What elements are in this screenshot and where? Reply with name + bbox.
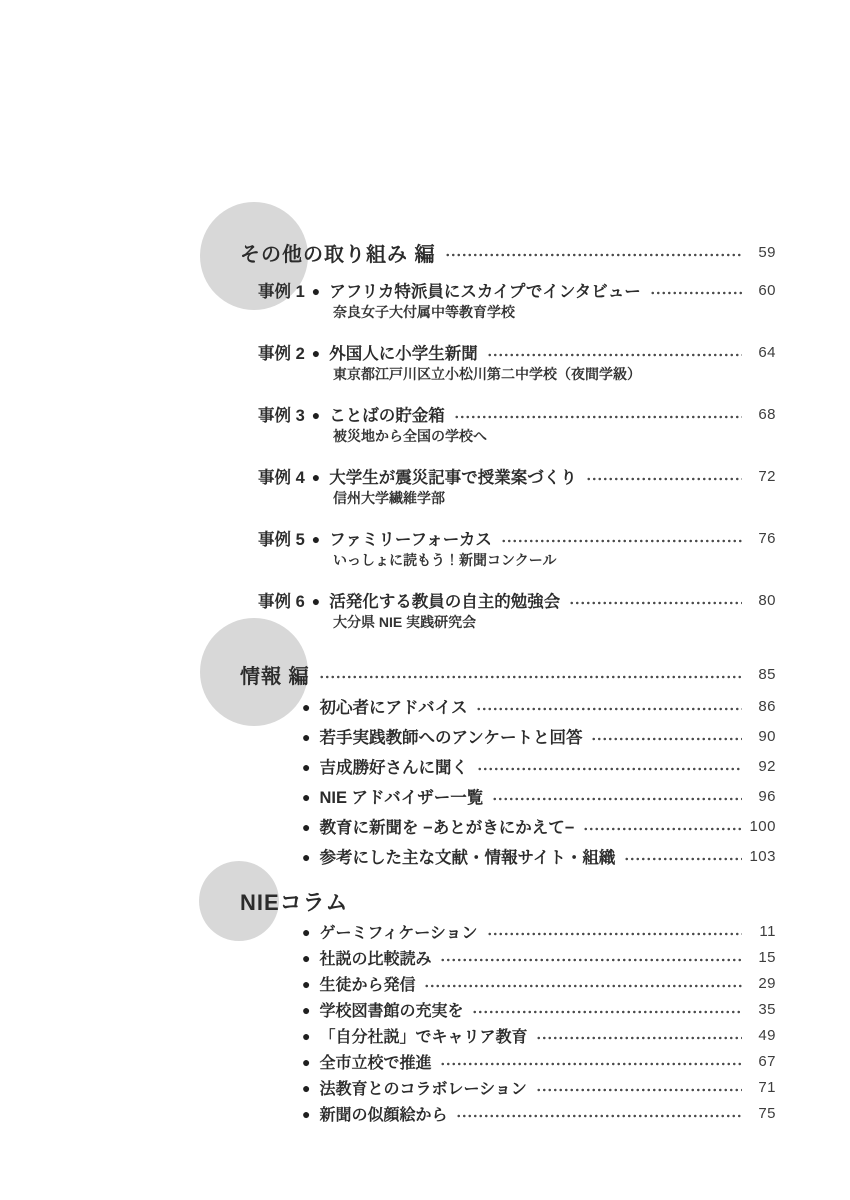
section-title: 情報 編 [240, 665, 310, 688]
case-title: 外国人に小学生新聞 [329, 345, 478, 363]
page-number: 72 [758, 467, 776, 485]
bullet-icon: ● [302, 759, 311, 775]
item-title: 新聞の似顔絵から [319, 1106, 448, 1124]
case-title: アフリカ特派員にスカイプでインタビュー [329, 283, 641, 301]
bullet-icon: ● [311, 345, 321, 361]
toc-row [295, 972, 776, 994]
page-number: 35 [758, 1000, 776, 1018]
dot-leader [586, 477, 742, 481]
toc-case-1 [258, 278, 776, 322]
table-of-contents [240, 238, 776, 1124]
page-number: 96 [758, 787, 776, 805]
case-label: 事例 4 [258, 469, 305, 487]
dot-leader [472, 1010, 742, 1014]
toc-row [295, 814, 776, 838]
page-number: 92 [758, 757, 776, 775]
toc-row [295, 1076, 776, 1098]
toc-row [258, 278, 776, 302]
dot-leader [487, 353, 742, 357]
item-title: 学校図書館の充実を [319, 1002, 464, 1020]
case-title: ファミリーフォーカス [329, 531, 492, 549]
toc-case-5 [258, 526, 776, 570]
page-number: 15 [758, 948, 776, 966]
page-number: 100 [749, 817, 776, 835]
page-number: 29 [758, 974, 776, 992]
item-title: 全市立校で推進 [319, 1054, 432, 1072]
dot-leader [477, 767, 742, 771]
dot-leader [650, 291, 742, 295]
page-number: 11 [759, 922, 776, 940]
case-title: ことばの貯金箱 [329, 407, 445, 425]
dot-leader [445, 253, 742, 257]
dot-leader [583, 827, 742, 831]
toc-row [258, 464, 776, 488]
page-number: 76 [758, 529, 776, 547]
bullet-icon: ● [302, 976, 311, 992]
page-number: 64 [758, 343, 776, 361]
section-header-column [240, 886, 776, 916]
section-header-info [240, 660, 776, 688]
item-title: ゲーミフィケーション [319, 924, 478, 942]
page-number: 49 [758, 1026, 776, 1044]
dot-leader [624, 857, 742, 861]
toc-row [295, 1050, 776, 1072]
toc-row [258, 526, 776, 550]
toc-row [295, 784, 776, 808]
page-number: 75 [758, 1104, 776, 1122]
case-subtitle: 東京都江戸川区立小松川第二中学校（夜間学級） [333, 366, 641, 382]
case-subtitle: 信州大学繊維学部 [333, 490, 445, 506]
dot-leader [487, 932, 742, 936]
section-header-other [240, 238, 776, 266]
page-number: 86 [758, 697, 776, 715]
toc-row [295, 694, 776, 718]
bullet-icon: ● [302, 1028, 311, 1044]
toc-row [295, 1102, 776, 1124]
toc-row [258, 588, 776, 612]
case-label: 事例 1 [258, 283, 305, 301]
item-title: 教育に新聞を −あとがきにかえて− [319, 819, 575, 837]
bullet-icon: ● [302, 789, 311, 805]
dot-leader [319, 675, 742, 679]
bullet-icon: ● [302, 849, 311, 865]
bullet-icon: ● [302, 819, 311, 835]
item-title: 初心者にアドバイス [319, 699, 468, 717]
case-subtitle: 奈良女子大付属中等教育学校 [333, 304, 515, 320]
item-title: 若手実践教師へのアンケートと回答 [319, 729, 583, 747]
item-title: 社説の比較読み [319, 950, 432, 968]
page-number: 80 [758, 591, 776, 609]
bullet-icon: ● [311, 531, 321, 547]
toc-row [295, 946, 776, 968]
case-title: 大学生が震災記事で授業案づくり [329, 469, 577, 487]
dot-leader [536, 1088, 742, 1092]
bullet-icon: ● [311, 407, 321, 423]
item-title: 吉成勝好さんに聞く [319, 759, 468, 777]
dot-leader [501, 539, 742, 543]
section-title: その他の取り組み 編 [240, 243, 436, 266]
case-title: 活発化する教員の自主的勉強会 [329, 593, 561, 611]
toc-case-3 [258, 402, 776, 446]
page-number: 90 [758, 727, 776, 745]
dot-leader [591, 737, 742, 741]
bullet-icon: ● [311, 283, 321, 299]
bullet-icon: ● [302, 1002, 311, 1018]
dot-leader [440, 1062, 742, 1066]
dot-leader [476, 707, 742, 711]
dot-leader [440, 958, 742, 962]
page-number: 71 [758, 1078, 776, 1096]
case-label: 事例 6 [258, 593, 305, 611]
toc-case-2 [258, 340, 776, 384]
bullet-icon: ● [302, 1106, 311, 1122]
bullet-icon: ● [311, 593, 321, 609]
item-title: 法教育とのコラボレーション [319, 1080, 527, 1098]
bullet-icon: ● [302, 950, 311, 966]
toc-row [295, 754, 776, 778]
case-label: 事例 3 [258, 407, 305, 425]
toc-row [295, 998, 776, 1020]
dot-leader [492, 797, 742, 801]
case-label: 事例 2 [258, 345, 305, 363]
dot-leader [424, 984, 742, 988]
toc-row [295, 724, 776, 748]
bullet-icon: ● [311, 469, 321, 485]
item-title: NIE アドバイザー一覧 [319, 789, 484, 807]
dot-leader [454, 415, 742, 419]
toc-row [295, 920, 776, 942]
bullet-icon: ● [302, 699, 311, 715]
item-title: 「自分社説」でキャリア教育 [319, 1028, 528, 1046]
case-label: 事例 5 [258, 531, 305, 549]
page-number: 68 [758, 405, 776, 423]
toc-case-6 [258, 588, 776, 632]
page-number: 60 [758, 281, 776, 299]
page-number: 103 [749, 847, 776, 865]
bullet-icon: ● [302, 729, 311, 745]
case-subtitle: いっしょに読もう！新聞コンクール [333, 552, 557, 568]
toc-row [258, 402, 776, 426]
page-number: 67 [758, 1052, 776, 1070]
item-title: 参考にした主な文献・情報サイト・組織 [319, 849, 616, 867]
dot-leader [456, 1114, 742, 1118]
case-subtitle: 被災地から全国の学校へ [333, 428, 487, 444]
bullet-icon: ● [302, 1080, 311, 1096]
dot-leader [569, 601, 742, 605]
toc-row [295, 844, 776, 868]
toc-case-4 [258, 464, 776, 508]
page-number: 59 [758, 243, 776, 261]
toc-row [295, 1024, 776, 1046]
item-title: 生徒から発信 [319, 976, 416, 994]
section-title: NIEコラム [240, 889, 349, 915]
bullet-icon: ● [302, 1054, 311, 1070]
dot-leader [536, 1036, 742, 1040]
toc-row [258, 340, 776, 364]
page-number: 85 [758, 665, 776, 683]
bullet-icon: ● [302, 924, 311, 940]
case-subtitle: 大分県 NIE 実践研究会 [333, 614, 477, 630]
